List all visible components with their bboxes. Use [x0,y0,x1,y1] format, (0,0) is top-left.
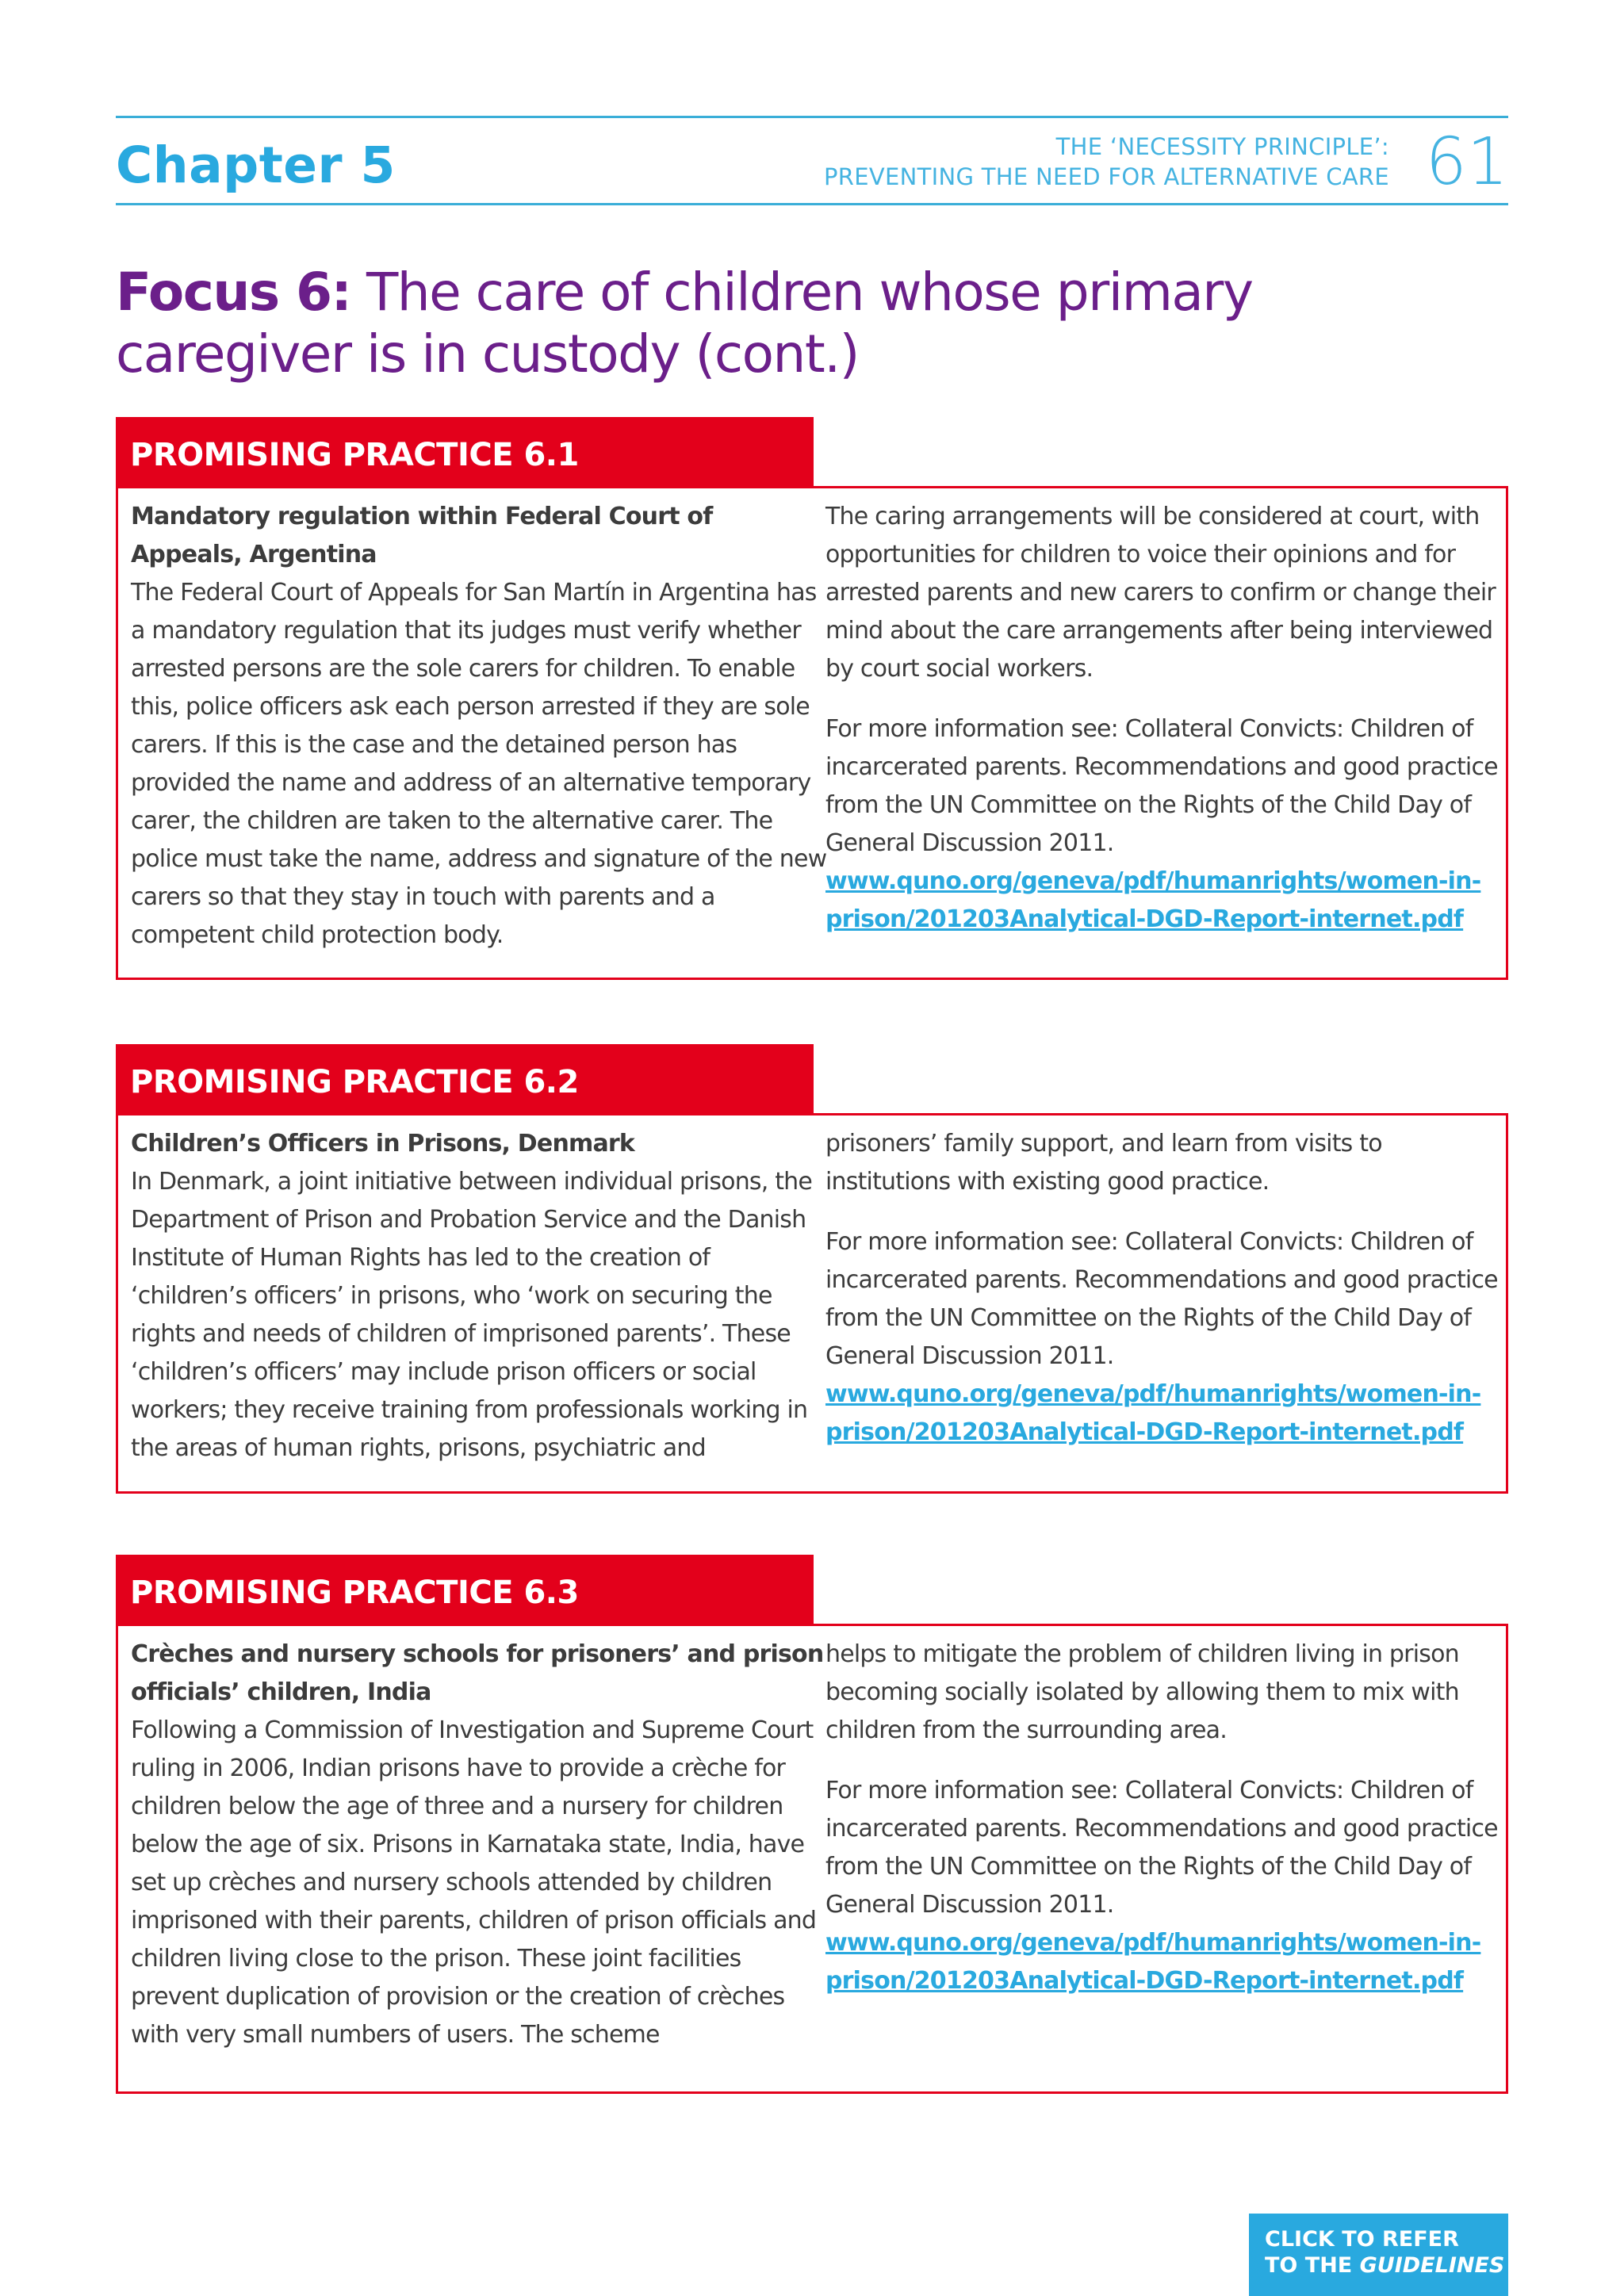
practice-right-text: The caring arrangements will be considered at court, with opportunities for children to voice their opinions and for arrested parents and new carers to confirm or change their mind about the care arrangements after being interviewed by court social workers. [825,503,1496,683]
cta-line1: CLICK TO REFER [1265,2227,1459,2252]
practice-box [116,486,1508,980]
practice-left-text: The Federal Court of Appeals for San Martín in Argentina has a mandatory regulation that its judges must verify whether arrested persons are the sole carers for children. To enable this, police officers ask each person arrested if they are sole carers. If this is the case and the detained person has provided the name and address of an alternative temporary carer, the children are taken to the alternative carer. The police must take the name, address and signature of the new carers so that they stay in touch with parents and a competent child protection body. [131,579,827,949]
practice-info [825,1223,1500,1452]
practice-right-text: prisoners’ family support, and learn from visits to institutions with existing good practice. [825,1130,1382,1196]
cta-line2 [1265,2252,1508,2279]
practice-info-text: For more information see: Collateral Convicts: Children of incarcerated parents. Recommendations and good practice from the UN Committee on the Rights of the Child Day of General Discussion 2011. [825,1228,1498,1370]
practice-box [116,1113,1508,1494]
page-number: 61 [1425,124,1508,200]
practice-heading: PROMISING PRACTICE 6.2 [116,1044,814,1115]
focus-title-line2: caregiver is in custody (cont.) [116,323,859,385]
practice-source-link[interactable]: www.quno.org/geneva/pdf/humanrights/women-in-prison/201203Analytical-DGD-Report-internet.pdf [825,1929,1481,1995]
practice-right-column [825,498,1500,939]
practice-source-link[interactable]: www.quno.org/geneva/pdf/humanrights/women-in-prison/201203Analytical-DGD-Report-internet.pdf [825,1380,1481,1446]
practice-title: Children’s Officers in Prisons, Denmark [131,1130,635,1158]
practice-box [116,1624,1508,2094]
practice-info [825,1772,1500,2000]
cta-line2-prefix: TO THE [1265,2253,1353,2278]
practice-source-link[interactable]: www.quno.org/geneva/pdf/humanrights/women-in-prison/201203Analytical-DGD-Report-internet.pdf [825,867,1481,933]
practice-title: Crèches and nursery schools for prisoners’ and prison officials’ children, India [131,1640,824,1706]
practice-info [825,710,1500,939]
section-title-line2: PREVENTING THE NEED FOR ALTERNATIVE CARE [824,163,1389,190]
practice-right-column [825,1636,1500,2000]
cta-line2-emphasis: GUIDELINES [1359,2253,1505,2278]
practice-left-column [131,498,829,955]
practice-left-text: In Denmark, a joint initiative between individual prisons, the Department of Prison and Probation Service and the Danish Institute of Human Rights has led to the creation of ‘children’s officers’ in prisons, who ‘work on securing the rights and needs of children of imprisoned parents’. These ‘children’s officers’ may include prison officers or social workers; they receive training from professionals working in the areas of human rights, prisons, psychiatric and [131,1168,813,1462]
practice-title: Mandatory regulation within Federal Court of Appeals, Argentina [131,503,713,568]
header-bottom-rule [116,203,1508,205]
section-title [824,132,1389,192]
focus-title-line1: The care of children whose primary [366,262,1253,323]
focus-label: Focus 6: [116,262,351,323]
practice-left-column [131,1125,829,1468]
practice-left-column [131,1636,829,2054]
header-top-rule [116,116,1508,118]
practice-info-text: For more information see: Collateral Convicts: Children of incarcerated parents. Recommendations and good practice from the UN Committee on the Rights of the Child Day of General Discussion 2011. [825,1777,1498,1919]
section-title-line1: THE ‘NECESSITY PRINCIPLE’: [1055,133,1389,160]
practice-heading: PROMISING PRACTICE 6.3 [116,1555,814,1626]
chapter-title: Chapter 5 [116,136,396,194]
focus-heading [116,262,1305,385]
practice-right-text: helps to mitigate the problem of children living in prison becoming socially isolated by allowing them to mix with children from the surrounding area. [825,1640,1459,1744]
practice-heading: PROMISING PRACTICE 6.1 [116,417,814,488]
refer-guidelines-button[interactable] [1249,2214,1508,2296]
practice-left-text: Following a Commission of Investigation and Supreme Court ruling in 2006, Indian prisons have to provide a crèche for children below the age of three and a nursery for children below the age of six. Prisons in Karnataka state, India, have set up crèches and nursery schools attended by children imprisoned with their parents, children of prison officials and children living close to the prison. These joint facilities prevent duplication of provision or the creation of crèches with very small numbers of users. The scheme [131,1716,817,2049]
practice-info-text: For more information see: Collateral Convicts: Children of incarcerated parents. Recommendations and good practice from the UN Committee on the Rights of the Child Day of General Discussion 2011. [825,715,1498,857]
practice-right-column [825,1125,1500,1452]
